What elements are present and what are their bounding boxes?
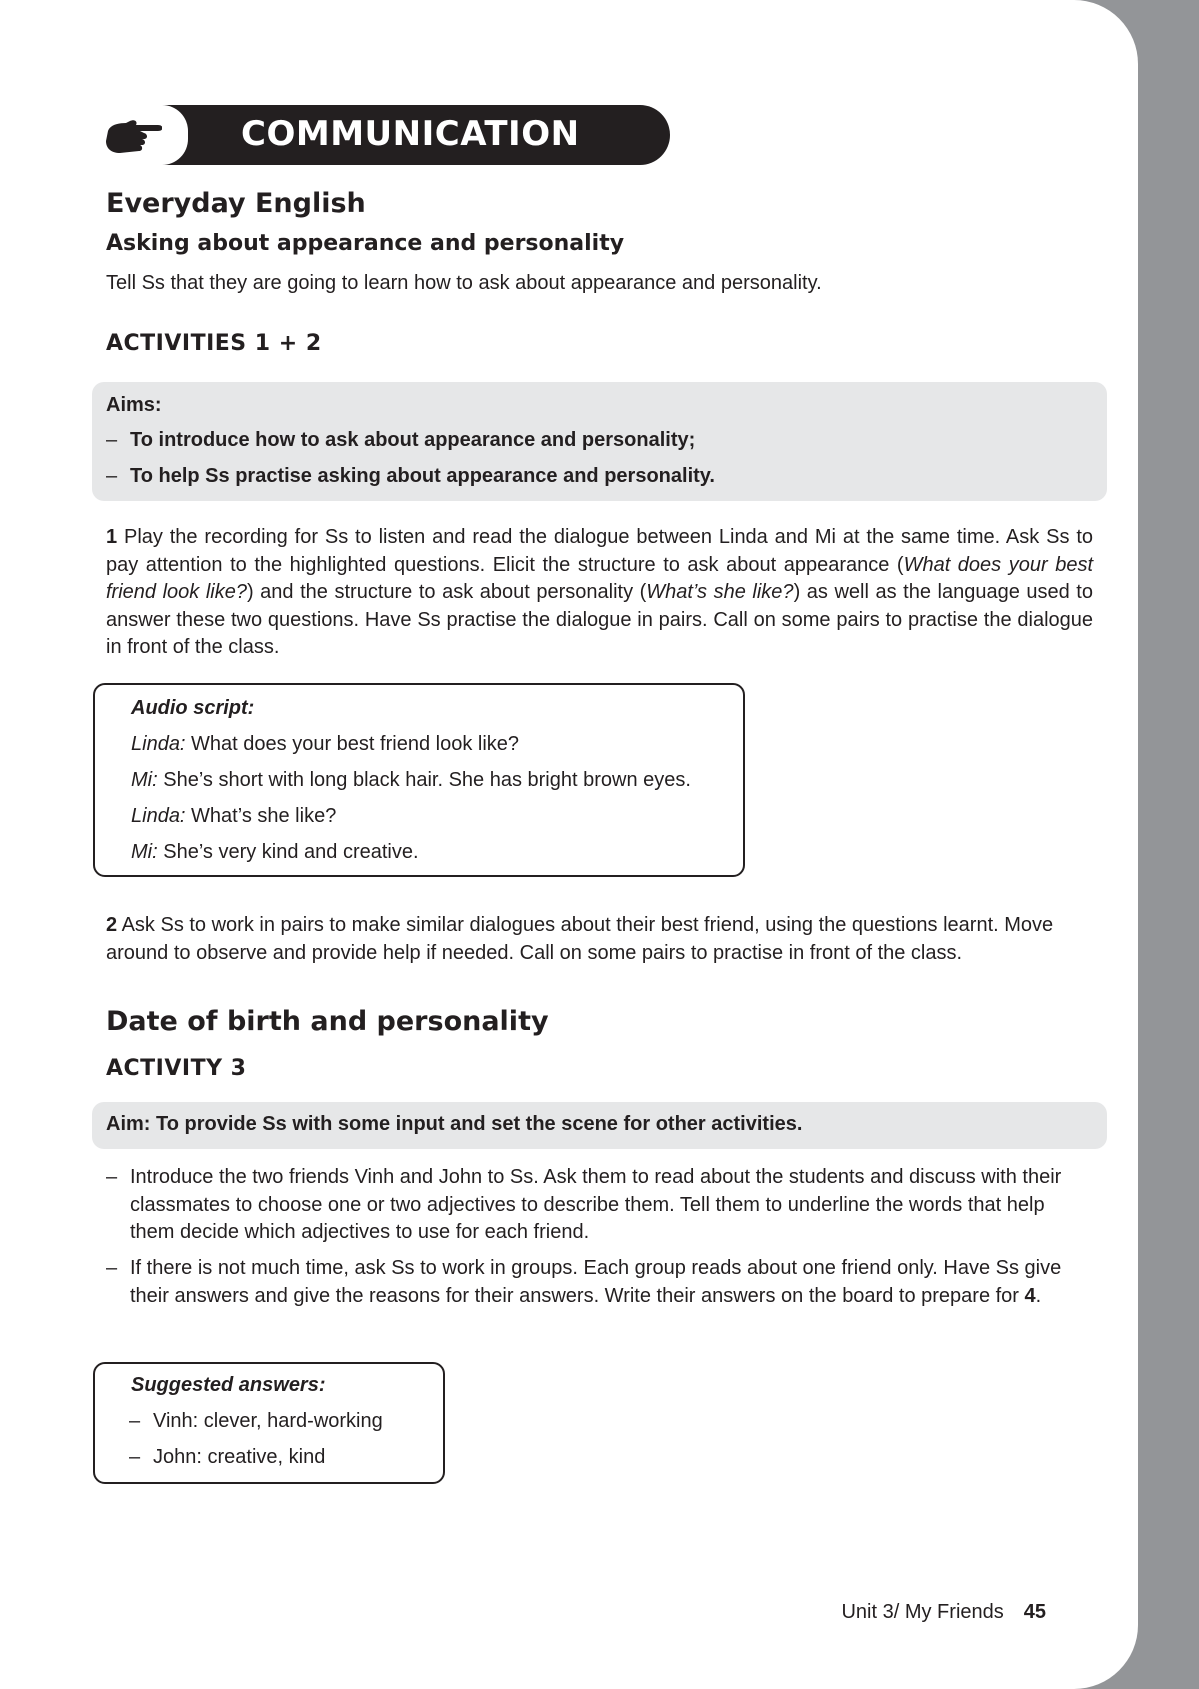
activity-3-heading: ACTIVITY 3 [106,1056,247,1081]
step-2-paragraph: 2 Ask Ss to work in pairs to make similar dialogues about their best friend, using the questions learnt. Move around to observe and provide help if needed. Call on some pairs to practise in front of the class. [106,914,1054,964]
dialogue-line: Linda: What does your best friend look like? [131,733,520,755]
unit-label: Unit 3/ My Friends [841,1601,1004,1623]
section-title-everyday-english: Everyday English [106,188,366,219]
instruction-bullet: – If there is not much time, ask Ss to work in groups. Each group reads about one friend only. Have Ss give their answers and give the reasons for their answers. Write their answers on the board to prepare for 4. [106,1257,1062,1307]
suggested-answers-box [93,1362,445,1484]
aim-item: – To help Ss practise asking about appearance and personality. [106,465,715,487]
page-footer [841,1601,1046,1624]
aims-label: Aims: [106,394,162,416]
activities-heading: ACTIVITIES 1 + 2 [106,331,322,356]
answer-item: – John: creative, kind [129,1446,326,1468]
audio-script-label: Audio script: [131,697,255,719]
aim-box [92,1102,1107,1149]
aims-box [92,382,1107,501]
audio-script-box [93,683,745,877]
dialogue-line: Mi: She’s very kind and creative. [131,841,419,863]
step-1-paragraph: 1 Play the recording for Ss to listen and read the dialogue between Linda and Mi at the same time. Ask Ss to pay attention to the highlighted questions. Elicit the structure to ask about appearance (What does your best friend look like?) and the structure to ask about personality (What’s she like?) as well as the language used to answer these two questions. Have Ss practise the dialogue in pairs. Call on some pairs to practise the dialogue in front of the class. [106,526,1093,658]
page-number: 45 [1023,1601,1046,1623]
section-title-date-of-birth: Date of birth and personality [106,1006,549,1037]
answer-item: – Vinh: clever, hard-working [129,1410,383,1432]
intro-text: Tell Ss that they are going to learn how to ask about appearance and personality. [106,272,822,294]
suggested-answers-label: Suggested answers: [131,1374,326,1396]
aim-item: – To introduce how to ask about appearance and personality; [106,429,696,451]
section-subtitle: Asking about appearance and personality [106,231,625,256]
dialogue-line: Mi: She’s short with long black hair. She has bright brown eyes. [131,769,691,791]
dialogue-line: Linda: What’s she like? [131,805,337,827]
instruction-bullet: – Introduce the two friends Vinh and John to Ss. Ask them to read about the students and discuss with their classmates to choose one or two adjectives to describe them. Tell them to underline the words that help them decide which adjectives to use for each friend. [106,1166,1062,1243]
banner-title: COMMUNICATION [241,114,580,154]
aim-text: Aim: To provide Ss with some input and set the scene for other activities. [106,1113,803,1135]
pointing-hand-icon [104,117,166,157]
